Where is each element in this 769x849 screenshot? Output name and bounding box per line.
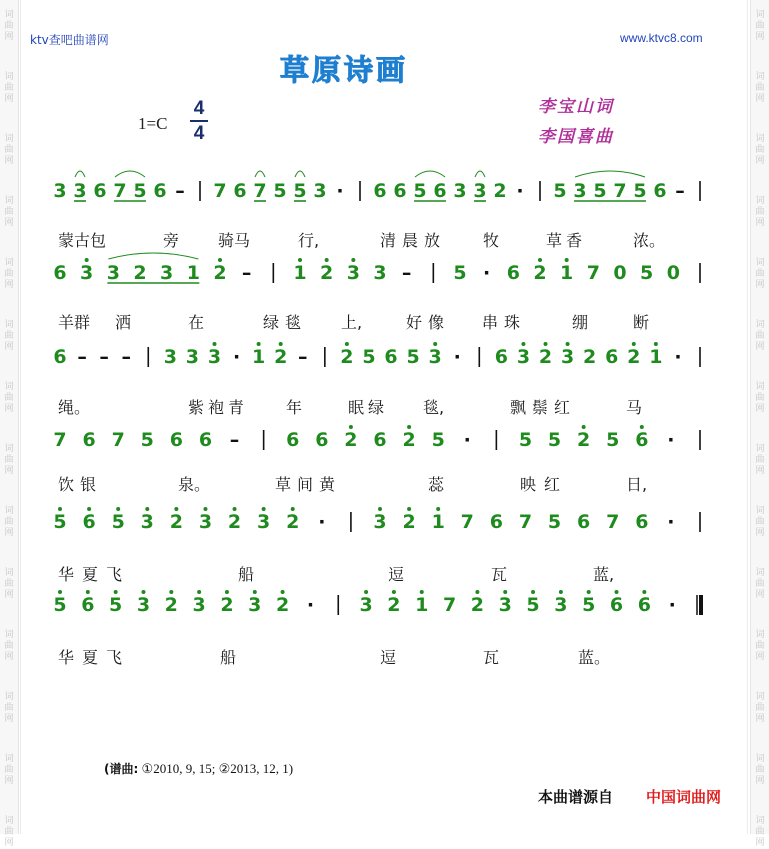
- lyric-row-1: [58, 228, 718, 250]
- side-watermark: 词 曲 网: [755, 754, 765, 786]
- octave-dot: [433, 342, 437, 346]
- dash: –: [298, 346, 308, 368]
- note: 5: [633, 180, 647, 202]
- lyric-word: 牧: [483, 231, 500, 250]
- octave-dot: [262, 507, 266, 511]
- lyric-word: 眠绿: [348, 398, 389, 417]
- note: 7: [442, 594, 457, 616]
- lyric-word: 华夏飞: [58, 565, 131, 584]
- side-watermark: 词 曲 网: [755, 506, 765, 538]
- note: 3: [516, 346, 531, 368]
- note: 2: [286, 511, 300, 533]
- slur: [75, 171, 85, 177]
- note: 2: [583, 346, 597, 368]
- side-watermark: 词 曲 网: [4, 382, 14, 414]
- lyric-word: 羊群: [58, 313, 91, 332]
- lyricist-credit: 李宝山词: [538, 97, 614, 117]
- octave-dot: [349, 425, 353, 429]
- side-watermark: 词 曲 网: [4, 692, 14, 724]
- dash: –: [229, 429, 240, 451]
- octave-dot: [58, 590, 62, 594]
- time-signature-bottom: 4: [193, 123, 205, 144]
- note: 7: [113, 180, 127, 202]
- note: 6: [373, 180, 387, 202]
- source-label: 本曲谱源自: [538, 788, 614, 806]
- note: 3: [554, 594, 568, 616]
- octave-dot: [145, 507, 149, 511]
- lyric-word: 瓦: [491, 565, 508, 584]
- octave-dot: [654, 342, 658, 346]
- dot: ·: [232, 346, 241, 368]
- note: 3: [313, 180, 327, 202]
- lyric-word: 骑马: [218, 231, 251, 250]
- note: 2: [340, 346, 354, 368]
- lyric-word: 绳。: [58, 398, 91, 417]
- side-watermark: 词 曲 网: [4, 630, 14, 662]
- note: 5: [293, 180, 307, 202]
- dot: ·: [336, 180, 344, 202]
- octave-dot: [114, 590, 118, 594]
- side-watermark: 词 曲 网: [755, 10, 765, 42]
- octave-dot: [364, 590, 368, 594]
- side-watermark: 词 曲 网: [4, 320, 14, 352]
- side-watermark: 词 曲 网: [4, 10, 14, 42]
- dot: ·: [453, 346, 461, 368]
- slur: [115, 171, 145, 177]
- octave-dot: [116, 507, 120, 511]
- note: 3: [160, 262, 174, 284]
- dot: ·: [674, 346, 682, 368]
- lyric-word: 华夏飞: [58, 648, 131, 667]
- lyric-word: 日,: [626, 475, 648, 494]
- octave-dot: [218, 258, 222, 262]
- note: 6: [637, 594, 651, 616]
- note: 2: [470, 594, 485, 616]
- octave-dot: [345, 342, 349, 346]
- octave-dot: [87, 507, 91, 511]
- note: 5: [413, 180, 427, 202]
- lyric-word: 船: [220, 648, 237, 667]
- octave-dot: [582, 425, 586, 429]
- note: 2: [133, 262, 147, 284]
- note: 6: [315, 429, 329, 451]
- note: 6: [393, 180, 407, 202]
- note: 6: [82, 511, 96, 533]
- note: 6: [384, 346, 398, 368]
- side-watermark: 词 曲 网: [755, 320, 765, 352]
- lyric-word: 年: [286, 398, 303, 417]
- note: 2: [274, 346, 288, 368]
- note: 6: [605, 346, 619, 368]
- note: 1: [560, 262, 574, 284]
- note: 7: [586, 262, 600, 284]
- slur: [255, 171, 265, 177]
- lyric-word: 清晨放: [380, 231, 447, 250]
- slur: [475, 171, 485, 177]
- octave-dot: [85, 258, 89, 262]
- key-signature: 1=C: [138, 114, 168, 133]
- lyric-word: 好像: [406, 313, 451, 332]
- note: 2: [533, 262, 547, 284]
- octave-dot: [225, 590, 229, 594]
- note: 0: [666, 262, 680, 284]
- note: 3: [80, 262, 94, 284]
- octave-dot: [298, 258, 302, 262]
- dot: ·: [668, 594, 676, 616]
- note: 7: [606, 511, 620, 533]
- note: 2: [627, 346, 641, 368]
- note: 6: [82, 429, 96, 451]
- lyric-word: 蓝。: [578, 648, 611, 667]
- side-watermark: 词 曲 网: [755, 444, 765, 476]
- note: 7: [213, 180, 227, 202]
- note: 5: [53, 594, 67, 616]
- note: 3: [560, 346, 575, 368]
- octave-dot: [279, 342, 283, 346]
- note: 3: [248, 594, 262, 616]
- side-watermark: 词 曲 网: [755, 816, 765, 848]
- octave-dot: [587, 590, 591, 594]
- lyric-word: 映红: [520, 475, 569, 494]
- note: 5: [547, 429, 562, 451]
- dot: ·: [318, 511, 326, 533]
- note: 3: [73, 180, 87, 202]
- octave-dot: [86, 590, 90, 594]
- slur: [108, 253, 198, 259]
- composition-dates: [104, 760, 293, 777]
- lyric-row-3: [58, 395, 718, 417]
- lyric-word: 绷: [572, 313, 589, 332]
- octave-dot: [565, 258, 569, 262]
- lyric-row-5: [58, 562, 718, 584]
- source-site-link[interactable]: 中国词曲网: [646, 788, 722, 806]
- note: 5: [547, 511, 562, 533]
- lyric-word: 逗: [380, 648, 397, 667]
- slur: [575, 171, 645, 177]
- lyric-word: 泉。: [178, 475, 211, 494]
- side-watermark: 词 曲 网: [4, 258, 14, 290]
- octave-dot: [420, 590, 424, 594]
- lyric-word: 在: [188, 313, 205, 332]
- lyric-row-2: [58, 310, 718, 332]
- note: 2: [493, 180, 507, 202]
- note: 3: [106, 262, 120, 284]
- octave-dot: [632, 342, 636, 346]
- lyric-word: 行,: [298, 231, 320, 250]
- note: 1: [415, 594, 429, 616]
- side-watermark: 词 曲 网: [755, 258, 765, 290]
- note: 7: [460, 511, 474, 533]
- note: 5: [518, 429, 533, 451]
- octave-dot: [640, 425, 644, 429]
- note: 6: [653, 180, 667, 202]
- time-signature-top: 4: [193, 98, 205, 119]
- side-watermark: 词 曲 网: [755, 382, 765, 414]
- note: 2: [344, 429, 358, 451]
- dot: ·: [516, 180, 524, 202]
- side-watermark: 词 曲 网: [4, 568, 14, 600]
- lyric-word: 绿毯: [263, 313, 308, 332]
- note: 6: [153, 180, 167, 202]
- note: 5: [53, 511, 67, 533]
- note: 5: [606, 429, 620, 451]
- composer-credit: 李国喜曲: [538, 127, 614, 147]
- octave-dot: [378, 507, 382, 511]
- side-watermark: 词 曲 网: [4, 72, 14, 104]
- note: 3: [136, 594, 151, 616]
- note: 3: [192, 594, 206, 616]
- octave-dot: [141, 590, 145, 594]
- note: 3: [573, 180, 587, 202]
- octave-dot: [169, 590, 173, 594]
- note: 5: [640, 262, 654, 284]
- note: 6: [198, 429, 213, 451]
- dot: ·: [306, 594, 315, 616]
- dot: ·: [463, 429, 471, 451]
- octave-dot: [197, 590, 201, 594]
- note: 2: [213, 262, 227, 284]
- note: 6: [169, 429, 183, 451]
- note: 6: [53, 262, 67, 284]
- octave-dot: [233, 507, 237, 511]
- note: 2: [577, 429, 591, 451]
- note: 3: [163, 346, 177, 368]
- octave-dot: [538, 258, 542, 262]
- note: 7: [53, 429, 67, 451]
- octave-dot: [642, 590, 646, 594]
- octave-dot: [544, 342, 548, 346]
- note: 7: [613, 180, 627, 202]
- lyric-row-4: [58, 472, 718, 494]
- lyric-word: 洒: [115, 313, 132, 332]
- dash: –: [175, 180, 185, 202]
- side-watermark: 词 曲 网: [4, 816, 14, 848]
- note: 2: [164, 594, 178, 616]
- note: 2: [402, 511, 416, 533]
- lyric-word: 逗: [388, 565, 405, 584]
- note: 3: [428, 346, 442, 368]
- note: 5: [362, 346, 376, 368]
- note: 5: [593, 180, 607, 202]
- lyric-row-6: [58, 645, 718, 667]
- octave-dot: [407, 425, 411, 429]
- note: 5: [526, 594, 540, 616]
- dash: –: [121, 346, 131, 368]
- note: 3: [140, 511, 154, 533]
- note: 3: [373, 262, 387, 284]
- note: 5: [553, 180, 567, 202]
- lyric-word: 上,: [341, 313, 363, 332]
- note: 6: [494, 346, 508, 368]
- note: 6: [635, 429, 649, 451]
- note: 5: [133, 180, 147, 202]
- lyric-word: 蕊: [428, 475, 445, 494]
- note: 1: [431, 511, 445, 533]
- dash: –: [241, 262, 252, 284]
- note: 1: [293, 262, 307, 284]
- note: 6: [433, 180, 447, 202]
- dot: ·: [667, 429, 675, 451]
- note: 2: [402, 429, 416, 451]
- note: 3: [473, 180, 487, 202]
- note: 1: [649, 346, 663, 368]
- note: 6: [577, 511, 591, 533]
- note: 6: [373, 429, 387, 451]
- dot: ·: [483, 262, 491, 284]
- note: 6: [93, 180, 107, 202]
- note: 2: [227, 511, 242, 533]
- note: 3: [257, 511, 271, 533]
- note: 5: [453, 262, 467, 284]
- octave-dot: [615, 590, 619, 594]
- lyric-word: 瓦: [483, 648, 500, 667]
- octave-dot: [559, 590, 563, 594]
- octave-dot: [351, 258, 355, 262]
- side-watermark: 词 曲 网: [755, 72, 765, 104]
- dash: –: [99, 346, 109, 368]
- octave-dot: [566, 342, 570, 346]
- lyric-word: 饮银: [58, 475, 103, 494]
- note: 1: [186, 262, 200, 284]
- lyric-word: 马: [626, 398, 643, 417]
- lyric-word: 串珠: [482, 313, 527, 332]
- note: 1: [252, 346, 266, 368]
- side-watermark: 词 曲 网: [755, 196, 765, 228]
- note: 6: [81, 594, 95, 616]
- watermark-left: ktv查吧曲谱网: [30, 33, 109, 47]
- note: 3: [185, 346, 200, 368]
- octave-dot: [212, 342, 216, 346]
- lyric-word: 草间黄: [275, 475, 342, 494]
- note: 7: [111, 429, 125, 451]
- note: 5: [582, 594, 596, 616]
- octave-dot: [253, 590, 257, 594]
- lyric-word: 毯,: [423, 398, 445, 417]
- lyric-word: 浓。: [633, 231, 666, 250]
- lyric-word: 旁: [163, 231, 180, 250]
- note: 7: [253, 180, 267, 202]
- footnote-label: (谱曲:: [104, 762, 139, 776]
- note: 7: [518, 511, 533, 533]
- slur: [415, 171, 445, 177]
- note: 2: [538, 346, 553, 368]
- note: 3: [53, 180, 67, 202]
- note: 5: [406, 346, 420, 368]
- note: 0: [613, 262, 627, 284]
- side-watermark: 词 曲 网: [755, 568, 765, 600]
- note: 3: [453, 180, 467, 202]
- octave-dot: [281, 590, 285, 594]
- note: 2: [220, 594, 234, 616]
- side-watermark: 词 曲 网: [755, 692, 765, 724]
- note: 3: [346, 262, 360, 284]
- octave-dot: [436, 507, 440, 511]
- side-watermark: 词 曲 网: [4, 196, 14, 228]
- note: 5: [273, 180, 287, 202]
- note: 3: [198, 511, 213, 533]
- dash: –: [401, 262, 412, 284]
- octave-dot: [257, 342, 261, 346]
- dash: –: [675, 180, 685, 202]
- side-watermark: 词 曲 网: [4, 444, 14, 476]
- lyric-word: 蓝,: [593, 565, 615, 584]
- octave-dot: [503, 590, 507, 594]
- note: 5: [109, 594, 123, 616]
- dot: ·: [667, 511, 675, 533]
- lyric-word: 船: [238, 565, 255, 584]
- song-title: 草原诗画: [280, 53, 409, 87]
- note: 6: [233, 180, 247, 202]
- note: 3: [207, 346, 222, 368]
- note: 5: [431, 429, 445, 451]
- note: 6: [506, 262, 520, 284]
- octave-dot: [203, 507, 207, 511]
- slur: [295, 171, 305, 177]
- watermark-right: www.ktvc8.com: [620, 31, 703, 45]
- side-watermark: 词 曲 网: [4, 506, 14, 538]
- note: 6: [53, 346, 67, 368]
- lyric-word: 蒙古包: [58, 231, 107, 250]
- note: 6: [635, 511, 649, 533]
- side-watermark: 词 曲 网: [755, 134, 765, 166]
- octave-dot: [407, 507, 411, 511]
- dash: –: [77, 346, 87, 368]
- note: 3: [373, 511, 387, 533]
- note: 6: [286, 429, 300, 451]
- footnote-dates: ①2010, 9, 15; ②2013, 12, 1): [141, 761, 294, 776]
- note: 2: [387, 594, 401, 616]
- note: 2: [320, 262, 334, 284]
- note: 2: [169, 511, 183, 533]
- note: 5: [140, 429, 154, 451]
- note: 2: [275, 594, 290, 616]
- octave-dot: [291, 507, 295, 511]
- side-watermark: 词 曲 网: [755, 630, 765, 662]
- note: 6: [609, 594, 624, 616]
- lyric-word: 飘鬃红: [510, 398, 577, 417]
- lyric-word: 草香: [546, 231, 587, 250]
- note: 3: [498, 594, 512, 616]
- side-watermark: 词 曲 网: [4, 134, 14, 166]
- octave-dot: [475, 590, 479, 594]
- note: 3: [359, 594, 373, 616]
- note: 5: [111, 511, 125, 533]
- octave-dot: [325, 258, 329, 262]
- octave-dot: [531, 590, 535, 594]
- note: 6: [489, 511, 503, 533]
- octave-dot: [392, 590, 396, 594]
- octave-dot: [174, 507, 178, 511]
- side-watermark: 词 曲 网: [4, 754, 14, 786]
- lyric-word: 紫袍青: [188, 398, 249, 417]
- lyric-word: 断: [633, 313, 650, 332]
- octave-dot: [521, 342, 525, 346]
- octave-dot: [58, 507, 62, 511]
